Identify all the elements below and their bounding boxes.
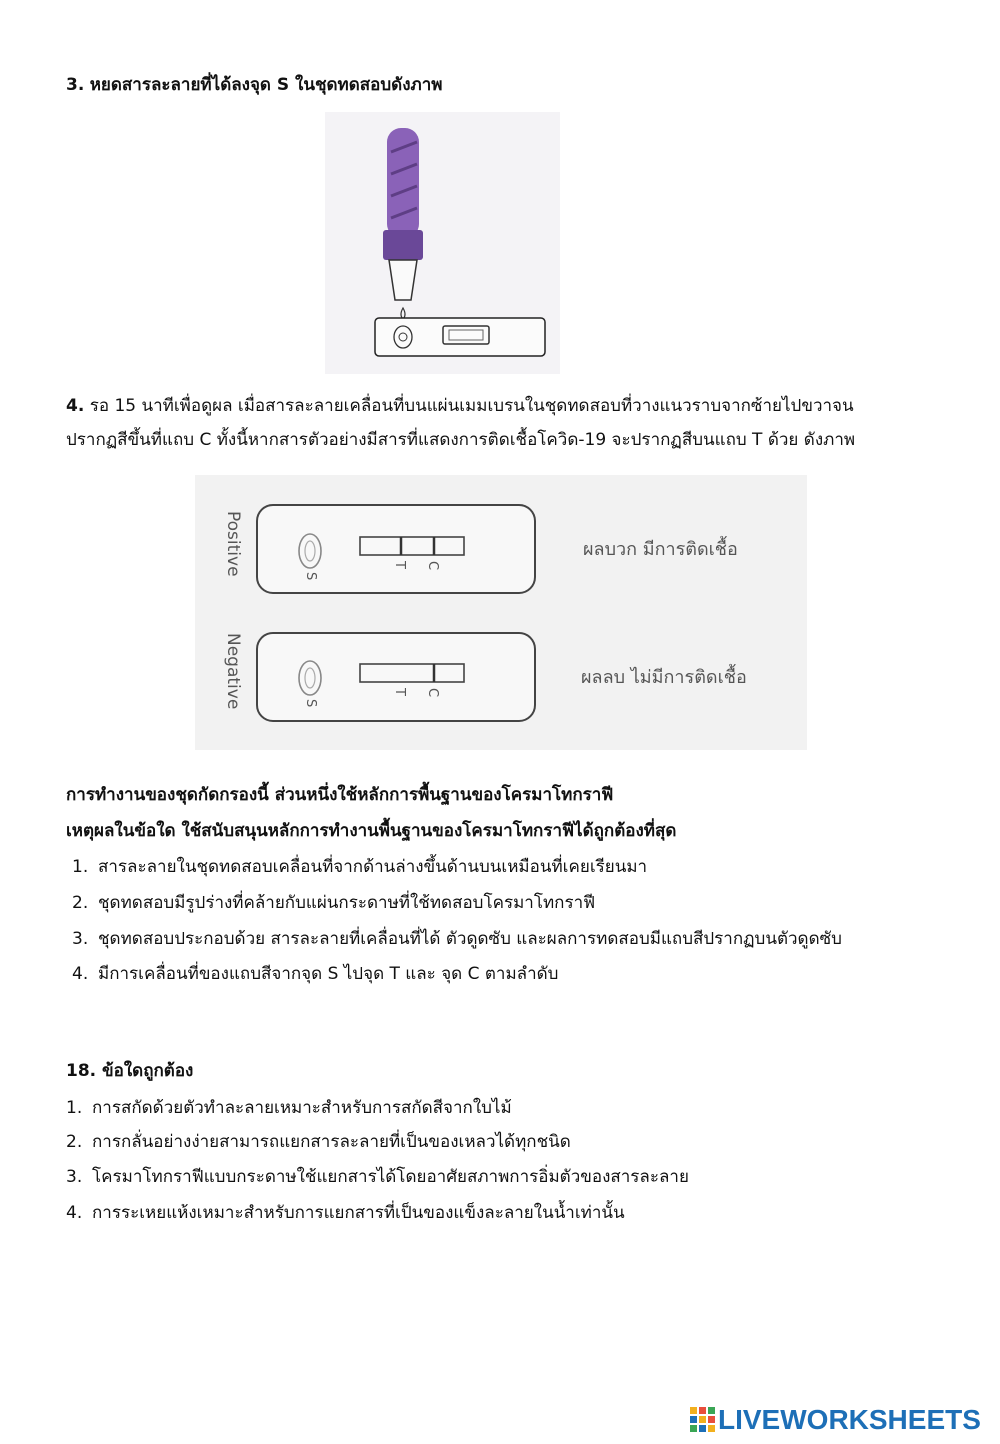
option-number: 3. [72,929,89,949]
step3-number: 3. [66,75,85,95]
positive-result-label: ผลบวก มีการติดเชื้อ [583,539,738,560]
step3-text: หยดสารละลายที่ได้ลงจุด S ในชุดทดสอบดังภาพ [89,75,443,95]
option-text: ชุดทดสอบมีรูปร่างที่คล้ายกับแผ่นกระดาษที่ใช้ทดสอบโครมาโทกราฟี [98,893,596,913]
option-number: 2. [72,893,89,913]
positive-side-label: Positive [223,511,243,577]
step4-line1 [66,394,854,418]
question18-option-3[interactable] [66,1165,689,1189]
question18-option-4[interactable] [66,1201,625,1225]
option-number: 1. [66,1098,83,1118]
question1-stem-line1: การทำงานของชุดกัดกรองนี้ ส่วนหนึ่งใช้หลักการพื้นฐานของโครมาโทกราฟี [66,785,614,805]
negative-c-mark: C [425,688,440,698]
negative-t-mark: T [392,688,407,696]
positive-c-mark: C [425,561,440,571]
positive-cassette [223,505,738,593]
question1-stem-line2: เหตุผลในข้อใด ใช้สนับสนุนหลักการทำงานพื้นฐานของโครมาโทกราฟีได้ถูกต้องที่สุด [66,821,677,841]
option-text: การกลั่นอย่างง่ายสามารถแยกสารละลายที่เป็นของเหลวได้ทุกชนิด [92,1132,571,1152]
negative-side-label: Negative [223,633,243,710]
question1-option-2[interactable] [72,891,595,915]
option-number: 2. [66,1132,83,1152]
test-result-diagram [195,475,807,750]
negative-cassette [223,633,747,721]
option-number: 4. [72,964,89,984]
negative-s-mark: S [303,699,318,708]
question18-option-2[interactable] [66,1130,571,1154]
dropper-test-cassette-image [325,112,560,374]
question1-option-1[interactable] [72,855,647,879]
step4-text-line1: รอ 15 นาทีเพื่อดูผล เมื่อสารละลายเคลื่อนที่บนแผ่นเมมเบรนในชุดทดสอบที่วางแนวราบจากซ้ายไปขวาจน [89,396,854,416]
option-number: 1. [72,857,89,877]
question18-title: 18. ข้อใดถูกต้อง [66,1061,194,1081]
step4-line2: ปรากฏสีขึ้นที่แถบ C ทั้งนี้หากสารตัวอย่างมีสารที่แสดงการติดเชื้อโควิด-19 จะปรากฏสีบนแถบ T ด้วย ดังภาพ [66,430,856,450]
step3-heading [66,73,442,97]
option-text: การระเหยแห้งเหมาะสำหรับการแยกสารที่เป็นของแข็งละลายในน้ำเท่านั้น [92,1203,625,1223]
positive-t-mark: T [392,561,407,569]
positive-s-mark: S [303,572,318,581]
liveworksheets-logo-icon [690,1407,716,1433]
option-text: สารละลายในชุดทดสอบเคลื่อนที่จากด้านล่างขึ้นด้านบนเหมือนที่เคยเรียนมา [98,857,648,877]
question1-option-4[interactable] [72,962,558,986]
question1-option-3[interactable] [72,927,842,951]
option-text: การสกัดด้วยตัวทำละลายเหมาะสำหรับการสกัดสีจากใบไม้ [92,1098,512,1118]
option-number: 4. [66,1203,83,1223]
option-text: มีการเคลื่อนที่ของแถบสีจากจุด S ไปจุด T และ จุด C ตามลำดับ [98,964,559,984]
option-text: ชุดทดสอบประกอบด้วย สารละลายที่เคลื่อนที่ได้ ตัวดูดซับ และผลการทดสอบมีแถบสีปรากฏบนตัวดูดซับ [98,929,842,949]
logo-text: LIVEWORKSHEETS [718,1404,981,1435]
option-text: โครมาโทกราฟีแบบกระดาษใช้แยกสารได้โดยอาศัยสภาพการอิ่มตัวของสารละลาย [92,1167,689,1187]
question18-option-1[interactable] [66,1096,512,1120]
step4-number: 4. [66,396,85,416]
option-number: 3. [66,1167,83,1187]
negative-result-label: ผลลบ ไม่มีการติดเชื้อ [581,667,747,688]
